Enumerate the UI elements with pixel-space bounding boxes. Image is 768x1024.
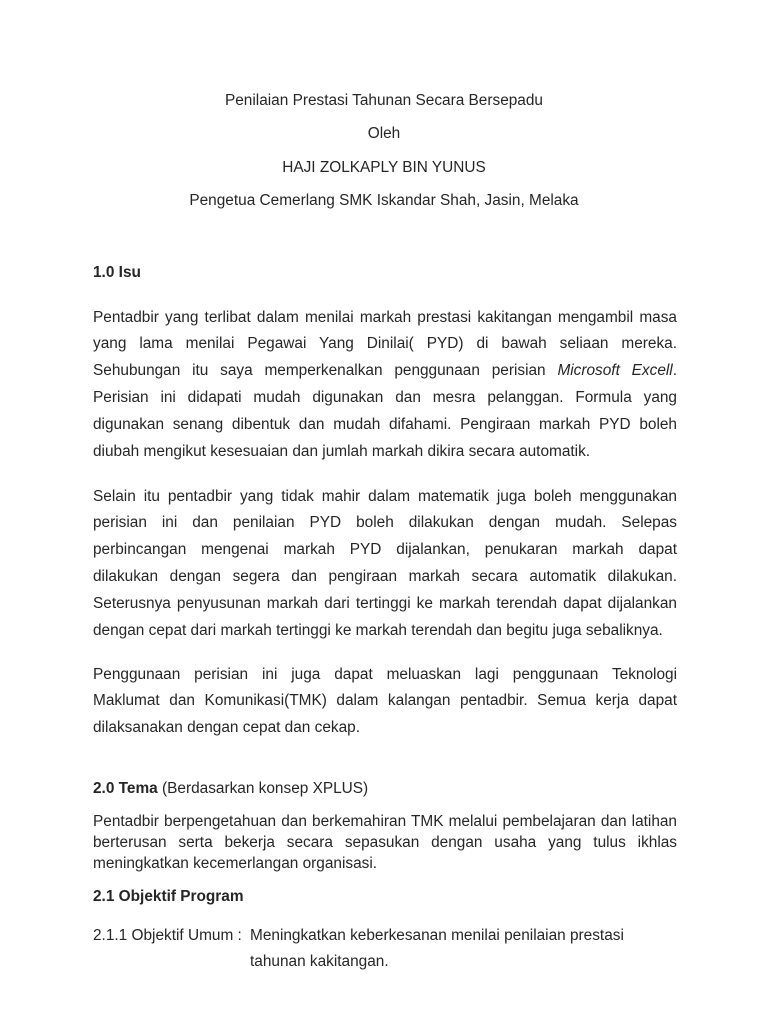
document-title: Penilaian Prestasi Tahunan Secara Bersepadu bbox=[224, 92, 543, 109]
paragraph-line: dilaksanakan dengan cepat dan cekap. bbox=[93, 719, 360, 737]
paragraph-line: diubah mengikut kesesuaian dan jumlah markah dikira secara automatik. bbox=[93, 442, 591, 460]
document-header bbox=[0, 84, 768, 218]
author-name: HAJI ZOLKAPLY BIN YUNUS bbox=[282, 158, 486, 176]
section-heading-isu: 1.0 Isu bbox=[93, 264, 141, 281]
paragraph-line: Maklumat dan Komunikasi(TMK) dalam kalangan pentadbir. Semua kerja dapat bbox=[93, 692, 677, 710]
paragraph-line: Penggunaan perisian ini juga dapat meluaskan lagi penggunaan Teknologi bbox=[93, 665, 677, 683]
objective-general bbox=[93, 923, 677, 975]
section-heading-tema-note: (Berdasarkan konsep XPLUS) bbox=[162, 780, 369, 797]
paragraph-line: dilakukan dengan segera dan pengiraan markah secara automatik dilakukan. bbox=[93, 567, 677, 585]
isu-paragraph-1 bbox=[93, 305, 677, 466]
objective-general-text bbox=[250, 923, 677, 975]
paragraph-line-with-software bbox=[93, 358, 677, 385]
paragraph-line: meningkatkan kecemerlangan organisasi. bbox=[93, 854, 378, 872]
line-punctuation: . bbox=[672, 362, 678, 380]
isu-paragraph-3 bbox=[93, 662, 677, 742]
paragraph-line: Seterusnya penyusunan markah dari tertinggi ke markah terendah dapat dijalankan bbox=[93, 594, 677, 612]
objective-general-line: Meningkatkan keberkesanan menilai penilaian prestasi bbox=[250, 927, 624, 944]
objective-general-line: tahunan kakitangan. bbox=[250, 953, 389, 970]
paragraph-line: berterusan serta bekerja secara sepasukan dengan usaha yang tulus ikhlas bbox=[93, 833, 677, 851]
paragraph-line: Perisian ini didapati mudah digunakan dan mesra pelanggan. Formula yang bbox=[93, 388, 677, 406]
tema-paragraph bbox=[93, 811, 677, 874]
line-text: Sehubungan itu saya memperkenalkan penggunaan perisian bbox=[93, 362, 546, 380]
isu-paragraph-2 bbox=[93, 484, 677, 645]
section-heading-tema-title: 2.0 Tema bbox=[93, 780, 158, 797]
author-position: Pengetua Cemerlang SMK Iskandar Shah, Jasin, Melaka bbox=[189, 192, 579, 210]
section-heading-objektif-program: 2.1 Objektif Program bbox=[93, 888, 244, 905]
by-label: Oleh bbox=[367, 125, 401, 143]
paragraph-line: digunakan senang dibentuk dan mudah difahami. Pengiraan markah PYD boleh bbox=[93, 415, 677, 433]
paragraph-line: perbincangan mengenai markah PYD dijalankan, penukaran markah dapat bbox=[93, 541, 677, 559]
software-name: Microsoft Excell bbox=[557, 362, 673, 380]
section-heading-tema bbox=[93, 779, 677, 799]
paragraph-line: Pentadbir berpengetahuan dan berkemahiran TMK melalui pembelajaran dan latihan bbox=[93, 812, 677, 830]
paragraph-line: yang lama menilai Pegawai Yang Dinilai( PYD) di bawah seliaan mereka. bbox=[93, 335, 677, 353]
paragraph-line: dengan cepat dari markah tertinggi ke markah terendah dan begitu juga sebaliknya. bbox=[93, 621, 663, 639]
objective-general-label: 2.1.1 Objektif Umum : bbox=[93, 927, 242, 944]
paragraph-line: Selain itu pentadbir yang tidak mahir dalam matematik juga boleh menggunakan bbox=[93, 487, 677, 505]
paragraph-line: Pentadbir yang terlibat dalam menilai markah prestasi kakitangan mengambil masa bbox=[93, 308, 677, 326]
paragraph-line: perisian ini dan penilaian PYD boleh dilakukan dengan mudah. Selepas bbox=[93, 514, 677, 532]
